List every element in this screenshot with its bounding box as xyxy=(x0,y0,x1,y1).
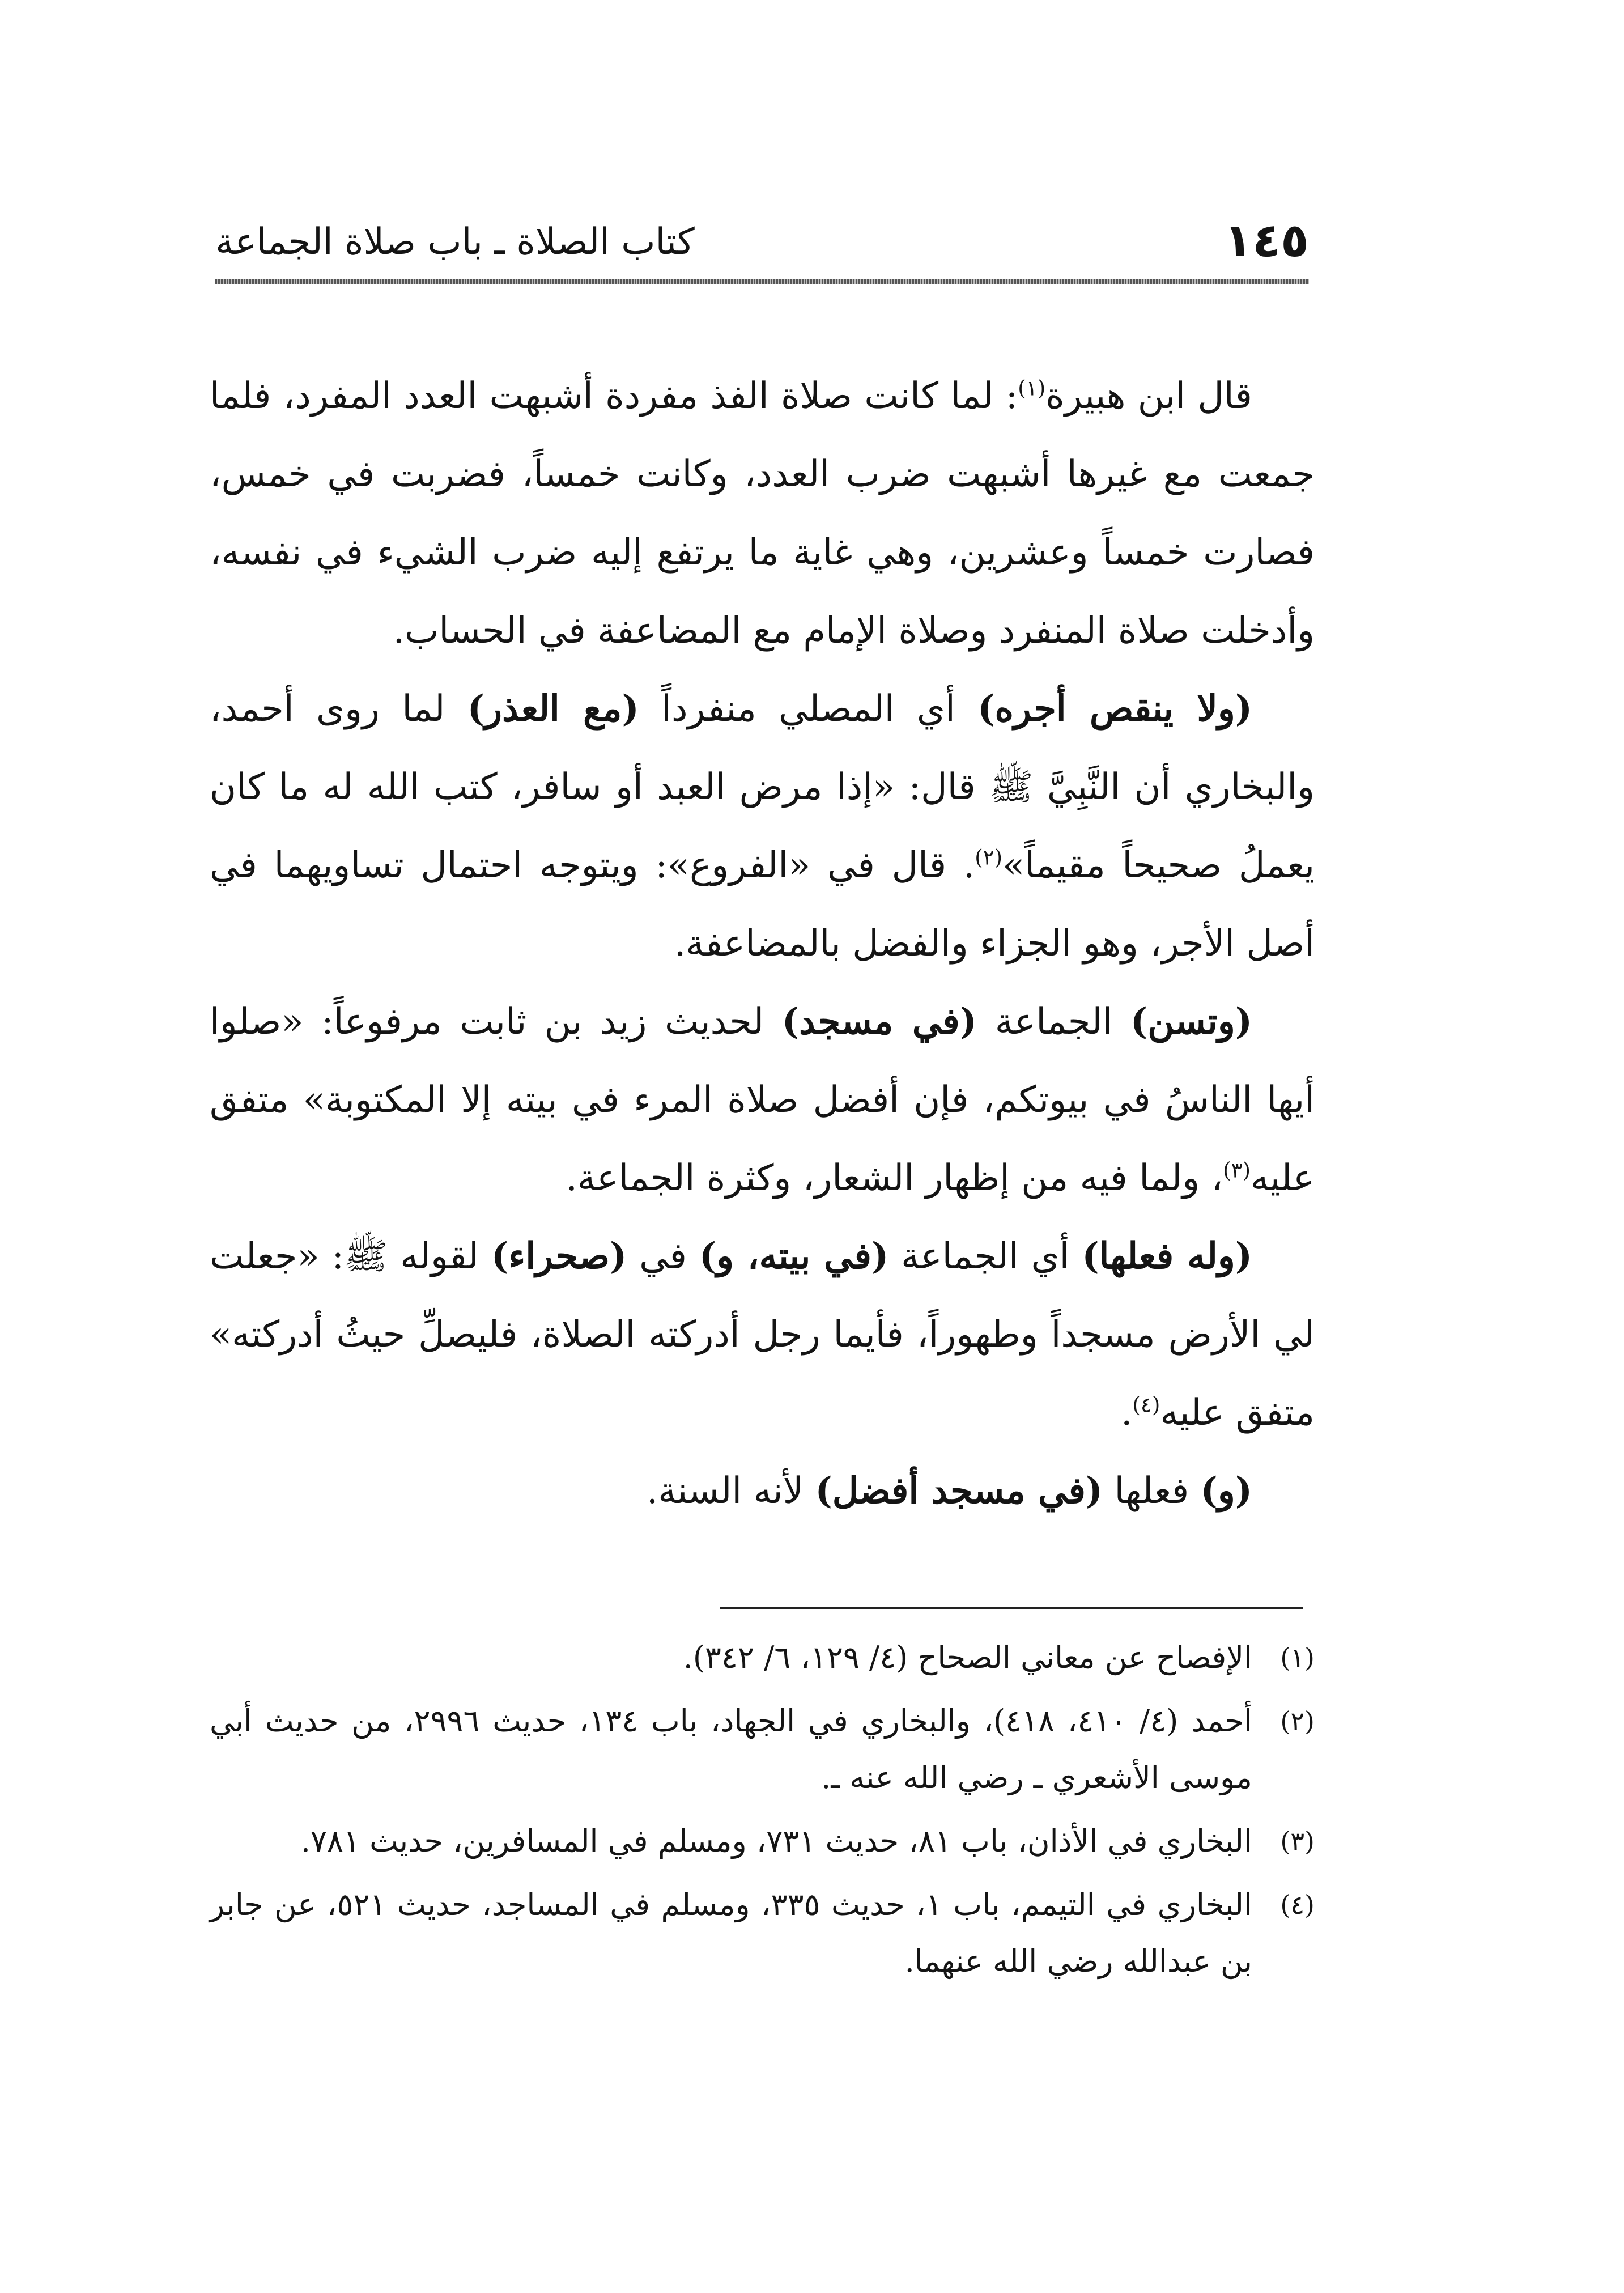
footnote-1 xyxy=(210,1629,1315,1686)
footnote-ref-1: (١) xyxy=(1018,376,1046,401)
text-run: . قال في «الفروع»: ويتوجه احتمال تساويهما في أصل الأجر، وهو الجزاء والفضل بالمضاعفة. xyxy=(210,844,1315,965)
bold-phrase: (في مسجد أفضل) xyxy=(815,1470,1103,1512)
text-run: . xyxy=(1121,1392,1133,1434)
text-run: لما روى أحمد، والبخاري أن النَّبِيَّ ﷺ قال: «إذا مرض العبد أو سافر، كتب الله له ما كان يعملُ صحيحاً مقيماً» xyxy=(210,688,1315,886)
footnote-text: البخاري في الأذان، باب ٨١، حديث ٧٣١، ومسلم في المسافرين، حديث ٧٨١. xyxy=(300,1823,1252,1859)
footnote-ref-4: (٤) xyxy=(1132,1392,1160,1417)
footnote-text: البخاري في التيمم، باب ١، حديث ٣٣٥، ومسلم في المساجد، حديث ٥٢١، عن جابر بن عبدالله رضي الله عنهما. xyxy=(210,1887,1252,1979)
bold-phrase: (ولا ينقص أجره) xyxy=(977,687,1253,730)
text-run: لقوله ﷺ: «جعلت لي الأرض مسجداً وطهوراً، فأيما رجل أدركته الصلاة، فليصلِّ حيثُ أدركته» متفق عليه xyxy=(210,1235,1315,1434)
header-rule xyxy=(215,279,1309,284)
footnote-ref-2: (٢) xyxy=(975,845,1003,870)
text-run: ، ولما فيه من إظهار الشعار، وكثرة الجماعة. xyxy=(566,1157,1223,1199)
text-run: لحديث زيد بن ثابت مرفوعاً: «صلوا أيها الناسُ في بيوتكم، فإن أفضل صلاة المرء في بيته إلا المكتوبة» متفق عليه xyxy=(210,1001,1315,1199)
text-run: في xyxy=(627,1235,699,1277)
footnote-number: (٤) xyxy=(1280,1889,1315,1920)
footnote-text: أحمد (٤/ ٤١٠، ٤١٨)، والبخاري في الجهاد، باب ١٣٤، حديث ٢٩٩٦، من حديث أبي موسى الأشعري ـ رضي الله عنه ـ. xyxy=(210,1703,1253,1795)
running-header xyxy=(215,210,1309,278)
bold-phrase: (في مسجد) xyxy=(781,1000,977,1043)
text-run: لأنه السنة. xyxy=(646,1470,815,1512)
bold-phrase: (صحراء) xyxy=(491,1235,627,1277)
chapter-title: كتاب الصلاة ـ باب صلاة الجماعة xyxy=(215,221,695,263)
footnote-number: (٣) xyxy=(1280,1826,1315,1857)
text-run: فعلها xyxy=(1103,1470,1201,1512)
bold-phrase: (في بيته، و) xyxy=(699,1235,889,1277)
text-run: الجماعة xyxy=(977,1001,1130,1043)
text-run: أي المصلي منفرداً xyxy=(639,688,978,730)
paragraph-5 xyxy=(210,1452,1315,1530)
paragraph-4 xyxy=(210,1217,1315,1452)
bold-phrase: (وله فعلها) xyxy=(1082,1235,1253,1277)
text-run: : لما كانت صلاة الفذ مفردة أشبهت العدد المفرد، فلما جمعت مع غيرها أشبهت ضرب العدد، وكانت خمساً، فضربت في خمس، فصارت خمساً وعشرين، وهي غاية ما يرتفع إليه ضرب الشيء في نفسه، وأدخلت صلاة المنفرد وصلاة الإمام مع المضاعفة في الحساب. xyxy=(210,375,1315,652)
footnote-ref-3: (٣) xyxy=(1223,1158,1251,1183)
footnote-number: (٢) xyxy=(1280,1706,1315,1736)
paragraph-2 xyxy=(210,670,1315,983)
footnote-4 xyxy=(210,1876,1315,1990)
footnote-2 xyxy=(210,1693,1315,1806)
paragraph-1 xyxy=(210,357,1315,670)
main-text xyxy=(210,357,1315,1530)
text-run: أي الجماعة xyxy=(888,1235,1082,1277)
footnote-text: الإفصاح عن معاني الصحاح (٤/ ١٢٩، ٦/ ٣٤٢). xyxy=(683,1640,1252,1675)
footnote-3 xyxy=(210,1813,1315,1870)
bold-phrase: (و) xyxy=(1200,1470,1252,1512)
paragraph-3 xyxy=(210,983,1315,1217)
footnote-separator xyxy=(720,1607,1303,1609)
text-run: قال ابن هبيرة xyxy=(1045,375,1253,417)
bold-phrase: (مع العذر) xyxy=(467,687,639,730)
bold-phrase: (وتسن) xyxy=(1130,1000,1253,1043)
footnote-number: (١) xyxy=(1280,1642,1315,1673)
footnotes xyxy=(210,1629,1315,1997)
page-number: ١٤٥ xyxy=(1223,214,1309,267)
